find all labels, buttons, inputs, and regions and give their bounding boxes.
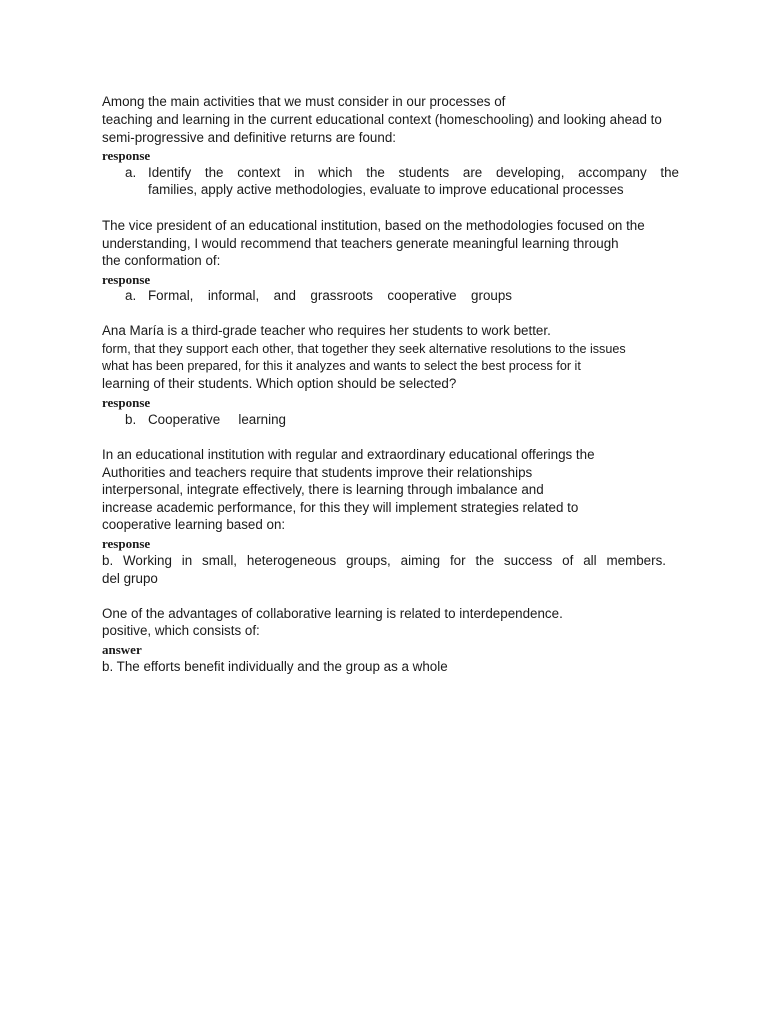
question-text-line: positive, which consists of: [102, 623, 260, 638]
question-text-line: One of the advantages of collaborative learning is related to interdependence. [102, 606, 563, 621]
answer-text-line: families, apply active methodologies, evaluate to improve educational processes [148, 182, 624, 197]
question-text-line: In an educational institution with regular and extraordinary educational offerings the [102, 447, 595, 462]
question-text-line: The vice president of an educational institution, based on the methodologies focused on the [102, 218, 645, 233]
question-text-line: interpersonal, integrate effectively, there is learning through imbalance and [102, 482, 544, 497]
answer-text-line: Formal, informal, and grassroots cooperative groups [148, 288, 512, 303]
question-text-line: what has been prepared, for this it analyzes and wants to select the best process for it [102, 359, 581, 373]
question-text-line: increase academic performance, for this they will implement strategies related to [102, 500, 579, 515]
answer-text-line: b. The efforts benefit individually and the group as a whole [102, 659, 448, 674]
response-label: response [102, 148, 151, 163]
question-text-line: Ana María is a third-grade teacher who requires her students to work better. [102, 323, 551, 338]
answer-text-line: Identify the context in which the students are developing, accompany the [148, 165, 679, 180]
question-text-line: learning of their students. Which option should be selected? [102, 376, 457, 391]
response-label: response [102, 536, 151, 551]
response-label: response [102, 395, 151, 410]
answer-marker: a. [125, 288, 137, 303]
response-label: response [102, 272, 151, 287]
question-text-line: Among the main activities that we must consider in our processes of [102, 94, 506, 109]
question-text-line: form, that they support each other, that together they seek alternative resolutions to the issues [102, 342, 626, 356]
answer-marker: a. [125, 165, 137, 180]
answer-label: answer [102, 642, 142, 657]
answer-text-line: b. Working in small, heterogeneous groups, aiming for the success of all members. [102, 553, 666, 568]
question-text-line: understanding, I would recommend that teachers generate meaningful learning through [102, 236, 619, 251]
question-text-line: semi-progressive and definitive returns are found: [102, 130, 396, 145]
answer-marker: b. [125, 412, 137, 427]
question-text-line: teaching and learning in the current educational context (homeschooling) and looking ahead to [102, 112, 662, 127]
answer-text-line: del grupo [102, 571, 158, 586]
question-text-line: the conformation of: [102, 253, 221, 268]
question-text-line: cooperative learning based on: [102, 517, 286, 532]
question-text-line: Authorities and teachers require that students improve their relationships [102, 465, 533, 480]
answer-text-line: Cooperative learning [148, 412, 286, 427]
